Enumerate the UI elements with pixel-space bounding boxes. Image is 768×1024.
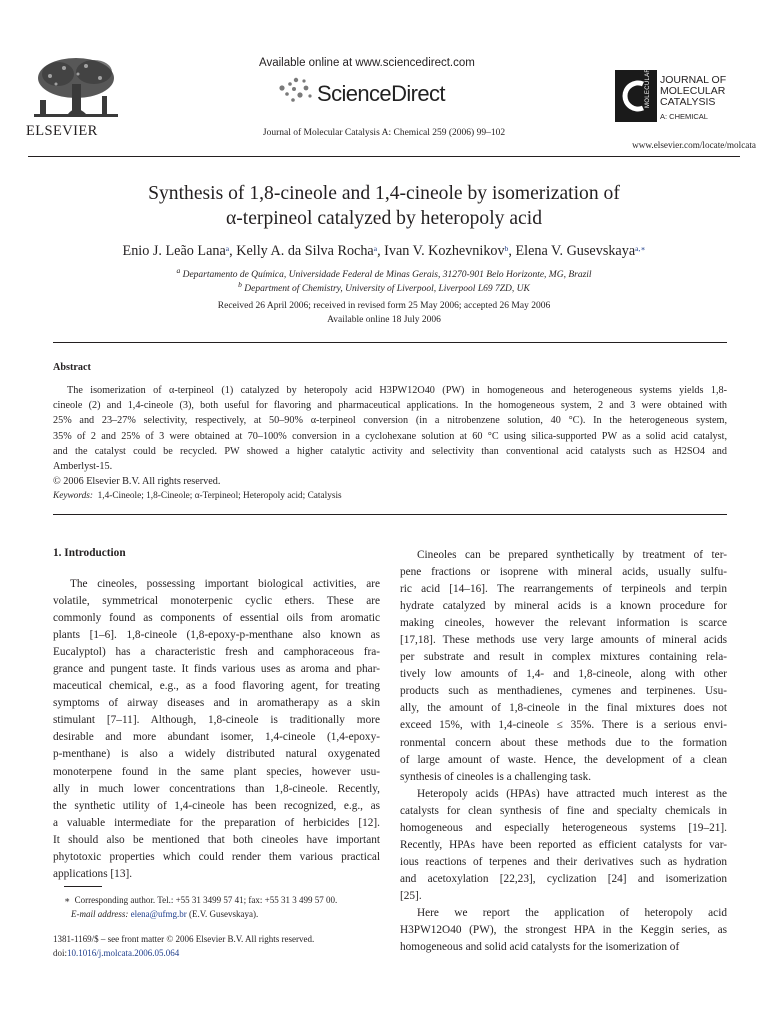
author-separator: , xyxy=(229,243,237,259)
doi-link[interactable]: 10.1016/j.molcata.2006.05.064 xyxy=(67,948,180,958)
abstract-line: The isomerization of α-terpineol (1) catalyzed by heteropoly acid H3PW12O40 (PW) in homogeneous and heterogeneous systems yields 1,8- xyxy=(67,385,727,396)
text-line: homogeneous and solid acid catalysts for the isomerization of xyxy=(400,941,680,954)
text-line: pene fractions or isoprene with mineral acids, usually sulfu- xyxy=(400,566,727,579)
section-heading-introduction: 1. Introduction xyxy=(53,547,126,559)
abstract-body xyxy=(53,383,727,489)
journal-logo-vertical-text: MOLECULAR xyxy=(645,67,651,108)
author-list xyxy=(0,243,768,260)
abstract-line: cineole (2) and 1,4-cineole (3), both useful for flavoring and pharmaceutical applications. In the homogeneous system, 2 and 3 were obtained with xyxy=(53,400,727,412)
journal-citation: Journal of Molecular Catalysis A: Chemical 259 (2006) 99–102 xyxy=(262,128,506,138)
journal-logo-sub: A: CHEMICAL xyxy=(660,112,708,121)
elsevier-wordmark: ELSEVIER xyxy=(26,123,98,139)
text-line: commonly found as components of essential oils from aromatic xyxy=(53,612,380,625)
footer-doi xyxy=(53,948,179,958)
available-online-date: Available online 18 July 2006 xyxy=(327,315,441,325)
author-affiliation-mark[interactable]: b xyxy=(504,244,509,253)
abstract-copyright: © 2006 Elsevier B.V. All rights reserved. xyxy=(53,476,221,488)
text-line: hydrate catalyzed by mineral acids is a known procedure for xyxy=(400,600,727,613)
doi-label: doi: xyxy=(53,948,68,958)
sciencedirect-dots-icon xyxy=(276,77,316,103)
author-name[interactable]: Elena V. Gusevskaya xyxy=(515,243,636,259)
text-line: [17,18]. These methods use very large amounts of mineral acids xyxy=(400,634,727,647)
received-dates: Received 26 April 2006; received in revised form 25 May 2006; accepted 26 May 2006 xyxy=(217,301,551,311)
text-line: symptoms of airway diseases and in aromatherapy as a skin xyxy=(53,697,380,710)
text-line: synthesis of cineoles is a challenging task. xyxy=(400,770,592,783)
journal-logo-line: JOURNAL OF xyxy=(660,74,727,86)
journal-logo-text xyxy=(660,75,726,122)
sciencedirect-wordmark: ScienceDirect xyxy=(317,81,445,106)
text-line: desirable and more abundant isomer, 1,4-cineole (1,4-epoxy- xyxy=(53,731,380,744)
email-name: (E.V. Gusevskaya). xyxy=(188,909,259,919)
text-line: ally in much lower concentrations than 1,8-cineole. Recently, xyxy=(53,782,380,795)
right-column xyxy=(400,547,727,956)
abstract-line: Amberlyst-15. xyxy=(53,461,113,473)
available-online-text: Available online at www.sciencedirect.com xyxy=(259,57,475,69)
text-line: ric acid [14–16]. The rearrangements of terpineols and terpin xyxy=(400,583,727,596)
text-line: Cineoles can be prepared synthetically by treatment of ter- xyxy=(417,549,727,561)
elsevier-tree-logo xyxy=(28,56,124,124)
article-title-line: Synthesis of 1,8-cineole and 1,4-cineole by isomerization of xyxy=(148,183,620,204)
text-line: maceutical chemical, e.g., as a food flavoring agent, for treating xyxy=(53,680,380,693)
text-line: Recently, HPAs have been reported as efficient catalysts for var- xyxy=(400,838,727,851)
abstract-line: and the catalyst could be recycled. PW showed a higher catalytic activity and selectivity than conventional acid catalysts such as H2SO4 and xyxy=(53,445,727,457)
affiliation-a xyxy=(0,266,768,280)
text-line: monoterpene found in the same plant species, however usu- xyxy=(53,765,380,778)
article-title xyxy=(0,181,768,231)
text-line: stimulant [7–11]. Although, 1,8-cineole is traditionally more xyxy=(53,714,380,727)
text-line: H3PW12O40 (PW), the strongest HPA in the Keggin series, as xyxy=(400,924,727,937)
text-line: applications [13]. xyxy=(53,867,133,880)
abstract-top-rule xyxy=(53,342,727,343)
text-line: phytotoxic properties which could render them various practical xyxy=(53,850,380,863)
journal-logo-line: MOLECULAR xyxy=(660,85,726,97)
text-line: per substrate and result in complex mixtures containing rela- xyxy=(400,651,727,664)
abstract-heading: Abstract xyxy=(53,362,91,373)
header-rule xyxy=(28,156,740,157)
author-separator: , xyxy=(508,243,516,259)
text-line: p-menthane) is also a widely distributed natural oxygenated xyxy=(53,748,380,761)
text-line: grance and pungent taste. It finds various uses as aroma and phar- xyxy=(53,663,380,676)
author-name[interactable]: Ivan V. Kozhevnikov xyxy=(384,243,505,259)
journal-logo-line: CATALYSIS xyxy=(660,96,716,108)
affiliation-mark: a xyxy=(176,266,181,275)
footnote-rule xyxy=(64,886,102,887)
text-line: a valuable intermediate for the preparation of herbicides [12]. xyxy=(53,816,380,829)
text-line: the synthetic utility of 1,4-cineole has been recognized, e.g., as xyxy=(53,799,380,812)
text-line: making cineoles, however the relevant information is scarce xyxy=(400,617,727,630)
affiliation-text: Departamento de Química, Universidade Federal de Minas Gerais, 31270-901 Belo Horizonte, MG, Brazil xyxy=(182,270,592,280)
keywords-list: 1,4-Cineole; 1,8-Cineole; α-Terpineol; Heteropoly acid; Catalysis xyxy=(97,491,342,501)
abstract-bottom-rule xyxy=(53,514,727,515)
author-affiliation-mark[interactable]: a,∗ xyxy=(635,244,646,253)
author-name[interactable]: Kelly A. da Silva Rocha xyxy=(236,243,374,259)
abstract-line: 25% and 23–27% selectivity, respectively, at 50–90% α-terpineol conversion (in a nitrobenzene solution, 40 °C). In the heterogeneous system, xyxy=(53,415,727,427)
affiliation-b xyxy=(0,280,768,294)
keywords-label: Keywords: xyxy=(53,491,93,501)
text-line: Eucalyptol) has a characteristic fresh and camphoraceous fra- xyxy=(53,646,380,659)
abstract-line: 35% of 2 and 25% of 3 were obtained at 70–100% conversion in a cyclohexane solution at 60 °C using silica-supported PW as a solid acid catalyst, xyxy=(53,430,727,442)
keywords xyxy=(53,491,342,501)
text-line: ious reactions of terpenes and their derivatives such as hydration xyxy=(400,855,727,868)
text-line: ally, the amount of 1,8-cineole in the final mixtures does not xyxy=(400,702,727,715)
footnote-text: Corresponding author. Tel.: +55 31 3499 57 41; fax: +55 31 3 499 57 00. xyxy=(74,895,338,905)
text-line: and acetoxylation [22,23], cyclization [24] and isomerization xyxy=(400,872,727,885)
left-column-paragraph xyxy=(53,576,380,883)
text-line: of large amount of waste. Hence, the development of a clean xyxy=(400,753,727,766)
article-title-line: α-terpineol catalyzed by heteropoly acid xyxy=(225,208,542,229)
text-line: tively low amounts of 1,4- and 1,8-cineole, along with other xyxy=(400,668,727,681)
text-line: It should also be mentioned that both cineoles have important xyxy=(53,833,380,846)
email-link[interactable]: elena@ufmg.br xyxy=(130,909,187,919)
author-name[interactable]: Enio J. Leão Lana xyxy=(122,243,226,259)
text-line: catalysts for clean synthesis of fine and specialty chemicals in xyxy=(400,804,727,817)
affiliation-mark: b xyxy=(238,280,242,289)
author-affiliation-mark[interactable]: a xyxy=(373,244,378,253)
affiliation-text: Department of Chemistry, University of Liverpool, Liverpool L69 7ZD, UK xyxy=(244,284,530,294)
text-line: volatile, symmetrical monoterpenic cyclic ethers. These are xyxy=(53,595,380,608)
text-line: Here we report the application of heteropoly acid xyxy=(417,906,727,919)
text-line: plants [1–6]. 1,8-cineole (1,8-epoxy-p-menthane also known as xyxy=(53,629,380,642)
email-label: E-mail address: xyxy=(71,909,129,919)
author-separator: , xyxy=(377,243,385,259)
footer-issn: 1381-1169/$ – see front matter © 2006 Elsevier B.V. All rights reserved. xyxy=(53,934,315,944)
text-line: ronmental concern about these methods due to the formation xyxy=(400,736,727,749)
author-affiliation-mark[interactable]: a xyxy=(225,244,230,253)
text-line: exceed 15%, with 1,4-cineole ≤ 35%. There is a serious envi- xyxy=(400,719,727,732)
footnote-mark: ∗ xyxy=(64,895,71,905)
text-line: products such as menthadienes, cymenes and terpinenes. Usu- xyxy=(400,685,727,698)
footnote-corresponding xyxy=(64,893,337,921)
text-line: The cineoles, possessing important biological activities, are xyxy=(70,578,380,590)
text-line: Heteropoly acids (HPAs) have attracted much interest as the xyxy=(417,787,727,800)
text-line: homogeneous and especially heterogeneous systems [19–21]. xyxy=(400,821,727,834)
text-line: [25]. xyxy=(400,889,422,902)
journal-url[interactable]: www.elsevier.com/locate/molcata xyxy=(632,140,756,150)
